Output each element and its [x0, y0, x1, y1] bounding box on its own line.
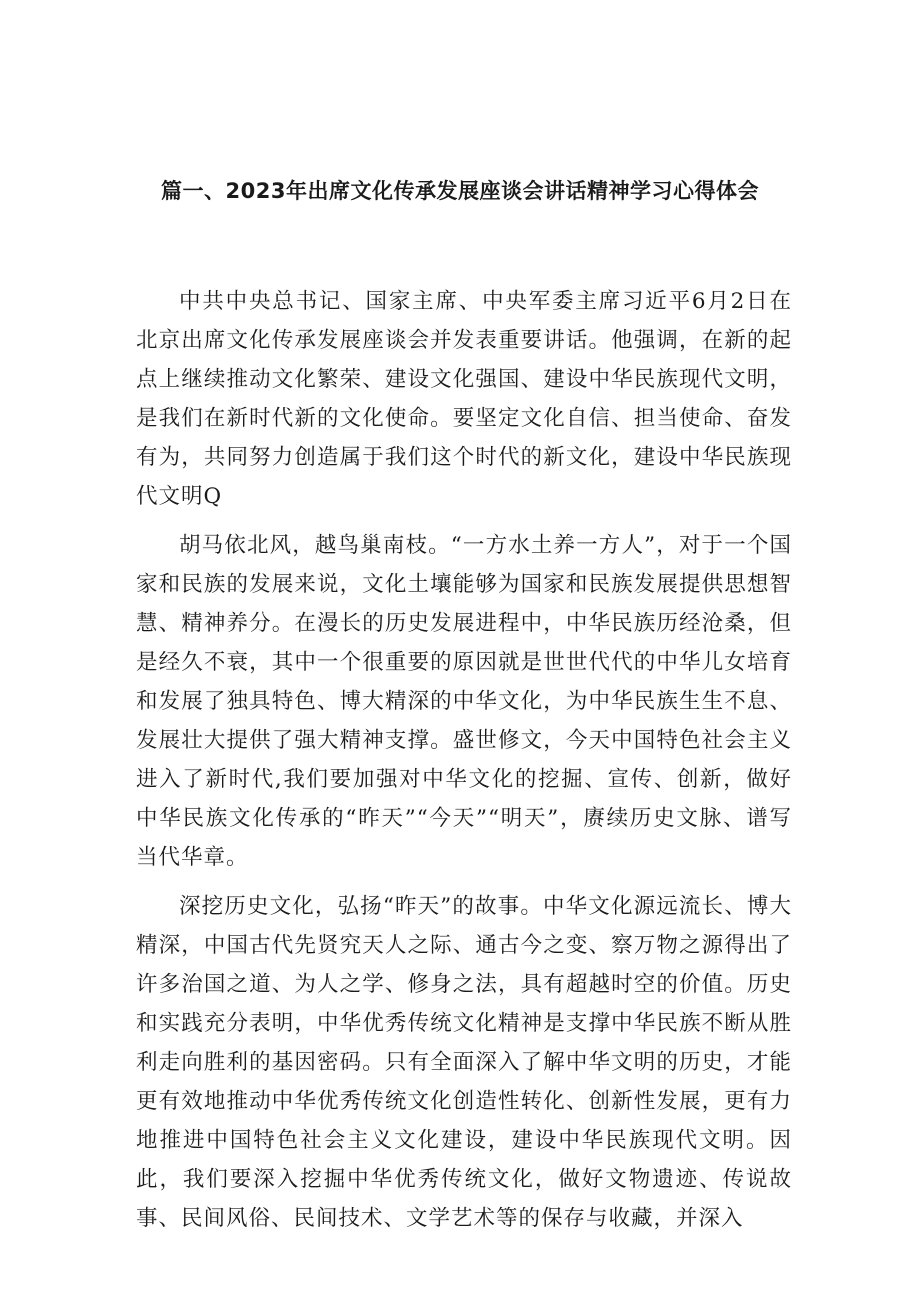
paragraph-2: 胡马依北风，越鸟巢南枝。“一方水土养一方人”，对于一个国家和民族的发展来说，文化土壤能够为国家和民族发展提供思想智慧、精神养分。在漫长的历史发展进程中，中华民族历经沧桑，但是经久不衰，其中一个很重要的原因就是世世代代的中华儿女培育和发展了独具特色、博大精深的中华文化，为中华民族生生不息、发展壮大提供了强大精神支撑。盛世修文，今天中国特色社会主义进入了新时代,我们要加强对中华文化的挖掘、宣传、创新，做好中华民族文化传承的“昨天”“今天”“明天”，赓续历史文脉、谱写当代华章。: [136, 533, 792, 870]
document-title: 篇一、2023年出席文化传承发展座谈会讲话精神学习心得体会: [161, 179, 759, 203]
paragraph-1: 中共中央总书记、国家主席、中央军委主席习近平6月2日在北京出席文化传承发展座谈会并发表重要讲话。他强调，在新的起点上继续推动文化繁荣、建设文化强国、建设中华民族现代文明，是我们在新时代新的文化使命。要坚定文化自信、担当使命、奋发有为，共同努力创造属于我们这个时代的新文化，建设中华民族现代文明Q: [136, 289, 792, 509]
document-body: [136, 282, 792, 1248]
paragraph-3: 深挖历史文化，弘扬“昨天”的故事。中华文化源远流长、博大精深，中国古代先贤究天人之际、通古今之变、察万物之源得出了许多治国之道、为人之学、修身之法，具有超越时空的价值。历史和实践充分表明，中华优秀传统文化精神是支撑中华民族不断从胜利走向胜利的基因密码。只有全面深入了解中华文明的历史，才能更有效地推动中华优秀传统文化创造性转化、创新性发展，更有力地推进中国特色社会主义文化建设，建设中华民族现代文明。因此，我们要深入挖掘中华优秀传统文化，做好文物遗迹、传说故事、民间风俗、民间技术、文学艺术等的保存与收藏，并深入: [136, 894, 792, 1231]
